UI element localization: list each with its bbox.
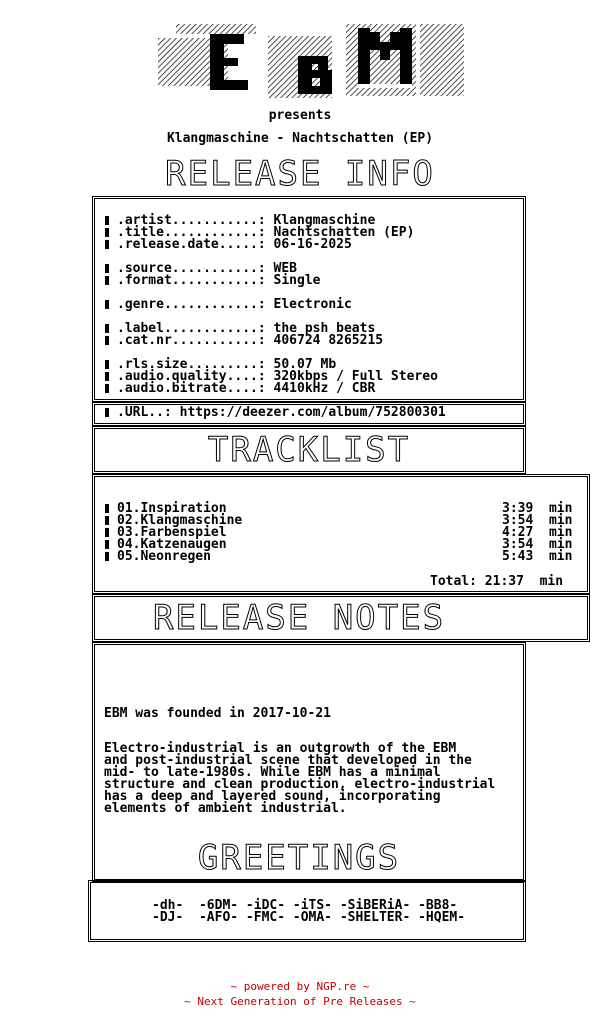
info-cat-nr: .cat.nr...........: 406724 8265215 [117,333,384,348]
track-time: 3:54 min [502,537,573,552]
info-genre: .genre............: Electronic [117,297,352,312]
bullet-icon [105,552,109,561]
info-title: .title............: Nachtschatten (EP) [117,225,415,240]
bullet-icon [105,540,109,549]
track-time: 3:54 min [502,513,573,528]
tracklist-total: Total: 21:37 min [430,574,564,589]
notes-line: mid- to late-1980s. While EBM has a minimal [104,765,441,780]
track-name: 03.Farbenspiel [117,525,227,540]
info-artist: .artist...........: Klangmaschine [117,213,376,228]
greetings-row-1: -dh- -6DM- -iDC- -iTS- -SiBERiA- -BB8- [152,898,458,913]
track-time: 5:43 min [502,549,573,564]
tracklist-heading: TRACKLIST [207,430,411,470]
info-rls-size: .rls.size.........: 50.07 Mb [117,357,337,372]
track-name: 05.Neonregen [117,549,211,564]
info-row-genre [105,299,352,311]
track-name: 04.Katzenaugen [117,537,227,552]
info-release-date: .release.date.....: 06-16-2025 [117,237,352,252]
notes-line: elements of ambient industrial. [104,801,347,816]
info-format: .format...........: Single [117,273,321,288]
bullet-icon [105,516,109,525]
logo-hatch-pattern [158,22,464,100]
footer-powered-by: ~ powered by NGP.re ~ [230,980,370,993]
info-audio-bitrate: .audio.bitrate....: 4410kHz / CBR [117,381,376,396]
release-name: Klangmaschine - Nachtschatten (EP) [166,131,434,146]
info-row-audio-bitrate [105,383,375,395]
bullet-icon [105,528,109,537]
presents-text: presents [268,108,332,123]
track-time: 4:27 min [502,525,573,540]
ebm-logo [158,22,464,100]
release-url-link[interactable]: .URL..: https://deezer.com/album/752800301 [117,405,446,420]
notes-line: and post-industrial scene that developed in the [104,753,472,768]
bullet-icon [105,504,109,513]
info-row-url [105,407,446,419]
notes-line: structure and clean production, electro-industrial [104,777,496,792]
info-label: .label............: the psh beats [117,321,376,336]
greetings-row-2: -DJ- -AFO- -FMC- -OMA- -SHELTER- -HQEM- [152,910,466,925]
track-time: 3:39 min [502,501,573,516]
info-audio-quality: .audio.quality....: 320kbps / Full Stereo [117,369,438,384]
release-info-heading: RELEASE INFO [165,154,435,194]
release-notes-heading: RELEASE NOTES [152,598,446,638]
info-row-format [105,275,321,287]
info-source: .source...........: WEB [117,261,298,276]
notes-line: has a deep and layered sound, incorporating [104,789,441,804]
info-row-cat-nr [105,335,383,347]
track-name: 02.Klangmaschine [117,513,243,528]
track-row [105,551,211,563]
track-name: 01.Inspiration [117,501,227,516]
info-row-release-date [105,239,352,251]
notes-line: Electro-industrial is an outgrowth of the EBM [104,741,457,756]
footer-tagline: ~ Next Generation of Pre Releases ~ [184,995,416,1008]
greetings-heading: GREETINGS [197,838,401,878]
notes-founded: EBM was founded in 2017-10-21 [104,706,331,721]
